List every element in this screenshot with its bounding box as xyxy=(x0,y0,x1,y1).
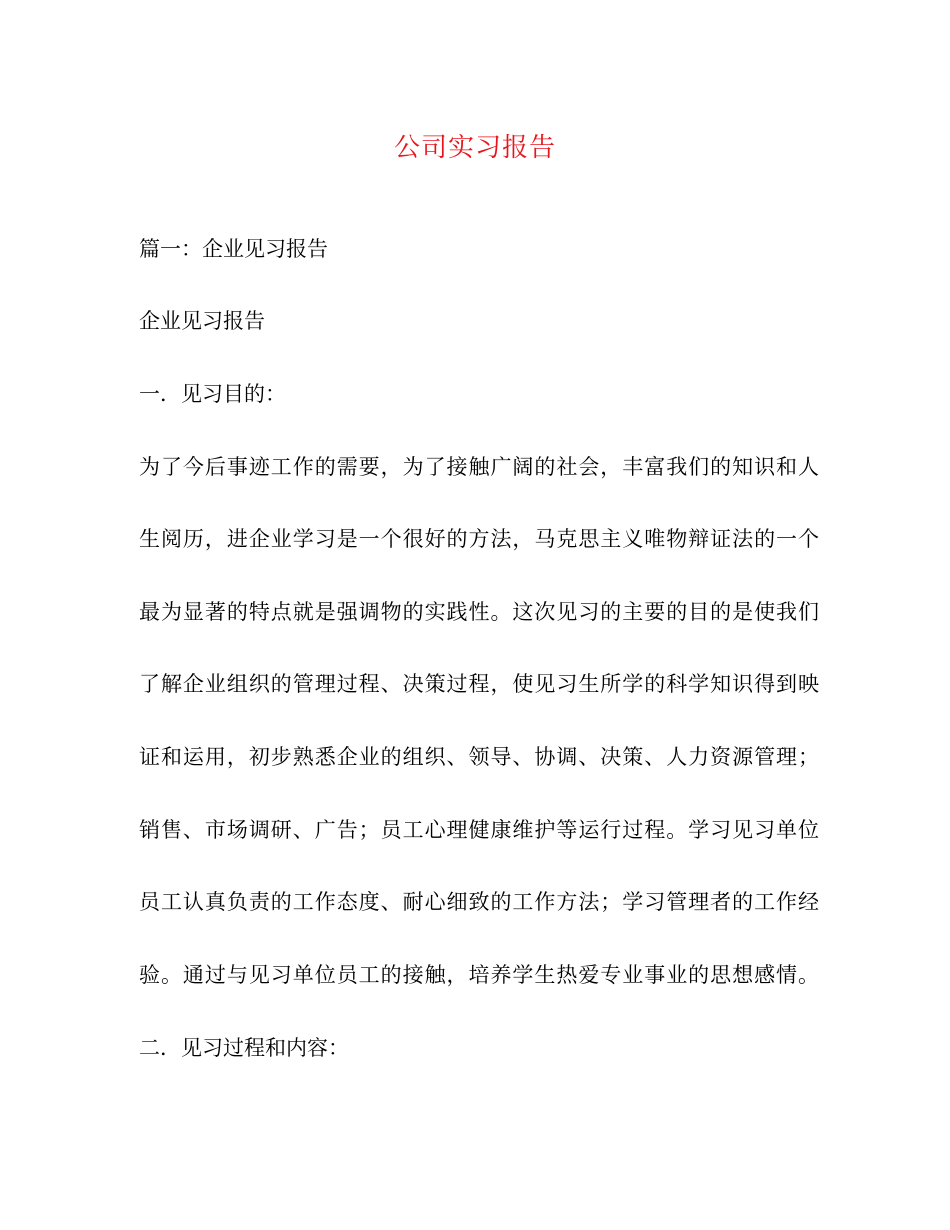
subtitle: 企业见习报告 xyxy=(139,309,265,333)
heading-process: 二．见习过程和内容： xyxy=(139,1036,349,1060)
heading-purpose: 一．见习目的： xyxy=(139,382,286,406)
document-title: 公司实习报告 xyxy=(393,133,556,163)
paragraph-line: 为了今后事迹工作的需要，为了接触广阔的社会，丰富我们的知识和人 xyxy=(139,455,819,479)
paragraph-line: 验。通过与见习单位员工的接触，培养学生热爱专业事业的思想感情。 xyxy=(139,963,819,987)
paragraph-line: 销售、市场调研、广告；员工心理健康维护等运行过程。学习见习单位 xyxy=(139,818,819,842)
paragraph-line: 生阅历，进企业学习是一个很好的方法，马克思主义唯物辩证法的一个 xyxy=(139,527,819,551)
paragraph-line: 最为显著的特点就是强调物的实践性。这次见习的主要的目的是使我们 xyxy=(139,600,819,624)
paragraph-line: 员工认真负责的工作态度、耐心细致的工作方法；学习管理者的工作经 xyxy=(139,890,819,914)
paragraph-line: 证和运用，初步熟悉企业的组织、领导、协调、决策、人力资源管理； xyxy=(139,745,819,769)
paragraph-line: 了解企业组织的管理过程、决策过程，使见习生所学的科学知识得到映 xyxy=(139,672,819,696)
section-heading: 篇一：企业见习报告 xyxy=(139,237,328,261)
